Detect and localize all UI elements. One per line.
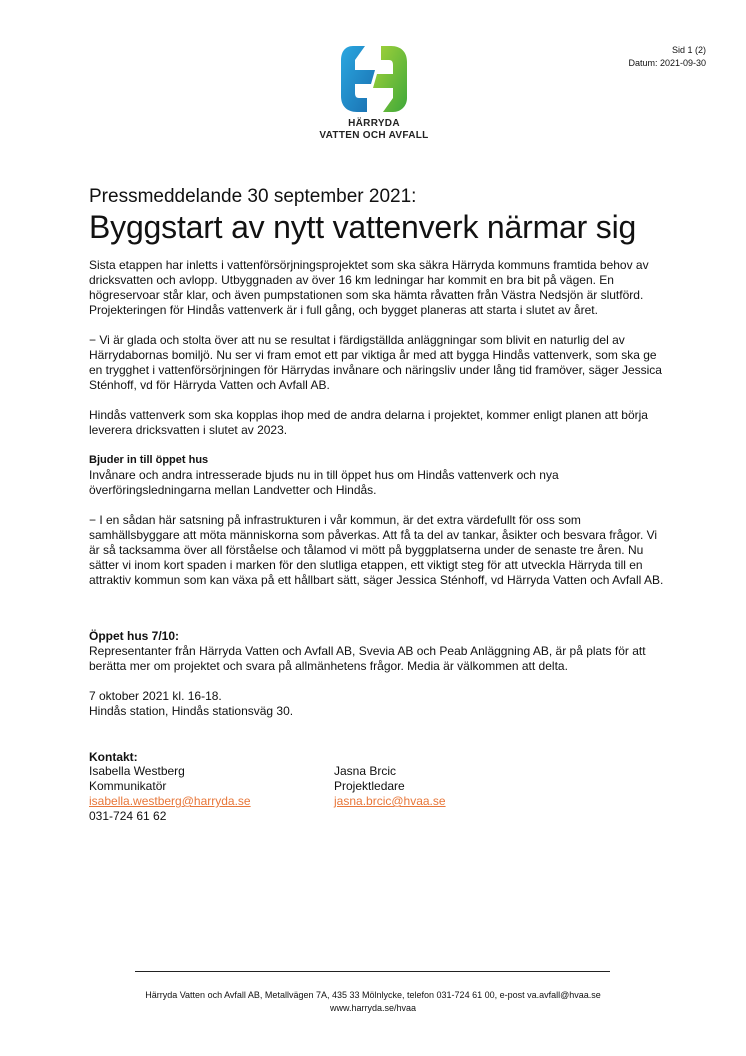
footer-divider [135, 971, 610, 972]
page-title: Byggstart av nytt vattenverk närmar sig [89, 209, 637, 245]
water-drop-logo-icon [335, 40, 413, 118]
paragraph-invite: Invånare och andra intresserade bjuds nu in till öppet hus om Hindås vattenverk och nya överföringsledningarna mellan Landvetter och Hindås. [89, 468, 559, 497]
contact-heading: Kontakt: [89, 750, 138, 764]
paragraph-quote-2: − I en sådan här satsning på infrastrukturen i vår kommun, är det extra värdefullt för oss som samhällsbyggare att möta människorna som påverkas. Att få ta del av tankar, åsikter och besvara frågor. Vi är så tacksamma över all förståelse och tålamod vi mött på byggplatserna under de senaste tre åren. Nu sätter vi inom kort spaden i marken för den slutliga etappen, ett viktigt steg för att utveckla Härryda till en attraktiv kommun som kan växa på ett hållbart sätt, säger Jessica Sténhoff, vd Härryda Vatten och Avfall AB. [89, 513, 664, 587]
page-info [628, 44, 706, 70]
contact-email-link[interactable]: isabella.westberg@harryda.se [89, 794, 251, 808]
section-heading-open-house: Öppet hus 7/10: [89, 629, 180, 643]
contact-person-2 [334, 764, 446, 824]
section-heading-invite: Bjuder in till öppet hus [89, 454, 209, 466]
press-release-body [89, 186, 669, 824]
contact-phone: 031-724 61 62 [89, 809, 167, 823]
paragraph-quote-1: − Vi är glada och stolta över att nu se resultat i färdigställda anläggningar som blivit en naturlig del av Härrydabornas bomiljö. Nu ser vi fram emot ett par viktiga år med att bygga Hindås vattenverk, som ska ge en trygghet i vattenförsörjningen för Härrydas invånare och näringsliv under lång tid framöver, säger Jessica Sténhoff, vd för Härryda Vatten och Avfall AB. [89, 333, 662, 392]
contact-list [89, 764, 669, 824]
contact-role: Kommunikatör [89, 779, 167, 793]
footer-address: Härryda Vatten och Avfall AB, Metallvägen 7A, 435 33 Mölnlycke, telefon 031-724 61 00, e-post va.avfall@hvaa.se [145, 990, 601, 1000]
contact-name: Isabella Westberg [89, 764, 185, 778]
event-date: 7 oktober 2021 kl. 16-18. [89, 689, 222, 703]
page-number: Sid 1 (2) [671, 45, 706, 55]
footer-website: www.harryda.se/hvaa [329, 1003, 417, 1013]
contact-person-1 [89, 764, 334, 824]
contact-email-link[interactable]: jasna.brcic@hvaa.se [334, 794, 446, 808]
company-logo [309, 40, 439, 142]
press-release-subtitle: Pressmeddelande 30 september 2021: [89, 186, 417, 207]
paragraph-open-house: Representanter från Härryda Vatten och Avfall AB, Svevia AB och Peab Anläggning AB, är på plats för att berätta mer om projektet och svara på allmänhetens frågor. Media är välkommen att delta. [89, 644, 646, 673]
contact-role: Projektledare [334, 779, 405, 793]
paragraph-delivery: Hindås vattenverk som ska kopplas ihop med de andra delarna i projektet, kommer enligt planen att börja leverera dricksvatten i slutet av 2023. [89, 408, 648, 437]
document-date: Datum: 2021-09-30 [628, 58, 706, 68]
page-footer [60, 989, 686, 1015]
event-location: Hindås station, Hindås stationsväg 30. [89, 704, 294, 718]
logo-text-line2: VATTEN OCH AVFALL [319, 130, 429, 141]
contact-name: Jasna Brcic [334, 764, 397, 778]
event-time-place [89, 689, 669, 719]
logo-text-line1: HÄRRYDA [348, 118, 400, 129]
paragraph-intro: Sista etappen har inletts i vattenförsörjningsprojektet som ska säkra Härryda kommuns framtida behov av dricksvatten och avlopp. Utbyggnaden av över 16 km ledningar har kommit en bra bit på vägen. En högreservoar står klar, och även pumpstationen som ska hämta råvatten från Västra Nedsjön är slutförd. Projekteringen för Hindås vattenverk är i full gång, och bygget planeras att starta i slutet av året. [89, 258, 649, 317]
